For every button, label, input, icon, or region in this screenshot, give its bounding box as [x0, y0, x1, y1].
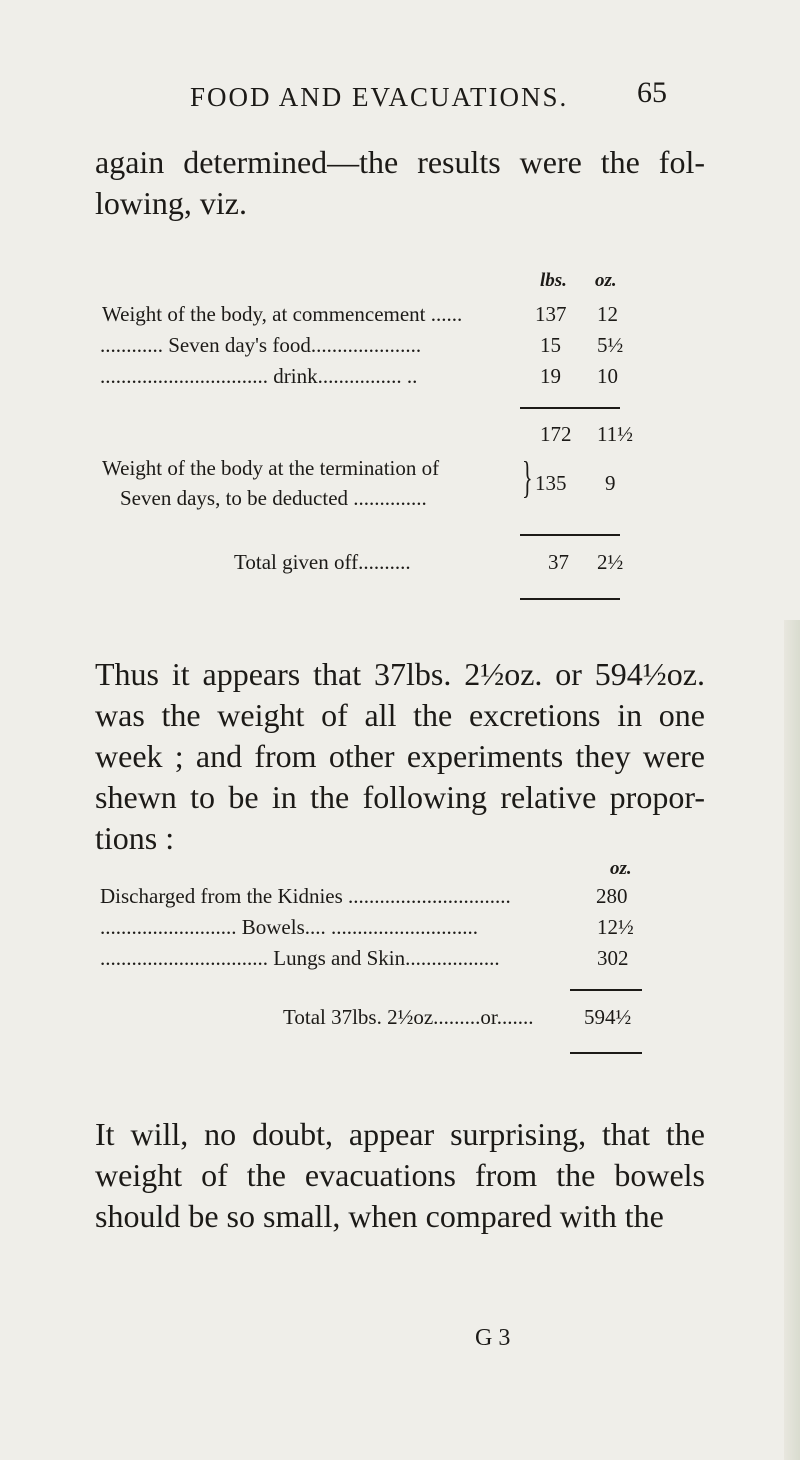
- brace: }: [522, 453, 533, 502]
- row-label: ............ Seven day's food.....................: [100, 333, 422, 357]
- signature-mark: G 3: [475, 1325, 511, 1351]
- middle-text: Thus it appears that 37lbs. 2½oz. or 594½oz. was the weight of all the excretions in one week ; and from other experiments they were shewn to be in the following relative propor- tions :: [95, 656, 705, 856]
- subtotal-lbs: 172: [540, 422, 572, 446]
- row-value: 12½: [597, 915, 634, 939]
- row-label: Discharged from the Kidnies ...............................: [100, 884, 511, 908]
- closing-paragraph: [95, 1114, 705, 1237]
- row-label: ................................ Lungs and Skin..................: [100, 946, 500, 970]
- running-head: FOOD AND EVACUATIONS.: [190, 82, 569, 112]
- total-value: 594½: [584, 1005, 632, 1029]
- deduct-oz: 9: [605, 471, 616, 495]
- total-label: Total 37lbs. 2½oz.........or.......: [283, 1005, 534, 1029]
- row-oz: 5½: [597, 333, 624, 357]
- total-label: Total given off..........: [234, 550, 411, 574]
- total-lbs: 37: [548, 550, 569, 574]
- rule: [570, 989, 642, 991]
- row-label: Weight of the body, at commencement ......: [102, 302, 463, 326]
- row-oz: 10: [597, 364, 618, 388]
- deduct-label-1: Weight of the body at the termination of: [102, 456, 440, 480]
- row-oz: 12: [597, 302, 618, 326]
- deduct-label-2: Seven days, to be deducted ..............: [120, 486, 427, 510]
- unit-lbs: lbs.: [540, 270, 567, 291]
- total-oz: 2½: [597, 550, 624, 574]
- subtotal-oz: 11½: [597, 422, 633, 446]
- unit-oz: oz.: [595, 270, 617, 291]
- unit-oz: oz.: [610, 858, 632, 879]
- row-value: 280: [596, 884, 628, 908]
- row-lbs: 19: [540, 364, 561, 388]
- row-value: 302: [597, 946, 629, 970]
- row-label: .......................... Bowels.... ............................: [100, 915, 478, 939]
- closing-text: It will, no doubt, appear surprising, that the weight of the evacuations from the bowels should be so small, when compared with the: [95, 1116, 705, 1234]
- deduct-lbs: 135: [535, 471, 567, 495]
- intro-text: again determined—the results were the fol- lowing, viz.: [95, 144, 705, 221]
- row-lbs: 137: [535, 302, 567, 326]
- row-label: ................................ drink................ ..: [100, 364, 418, 388]
- rule: [570, 1052, 642, 1054]
- page-number: 65: [637, 76, 667, 109]
- row-lbs: 15: [540, 333, 561, 357]
- page-edge: [784, 620, 800, 1460]
